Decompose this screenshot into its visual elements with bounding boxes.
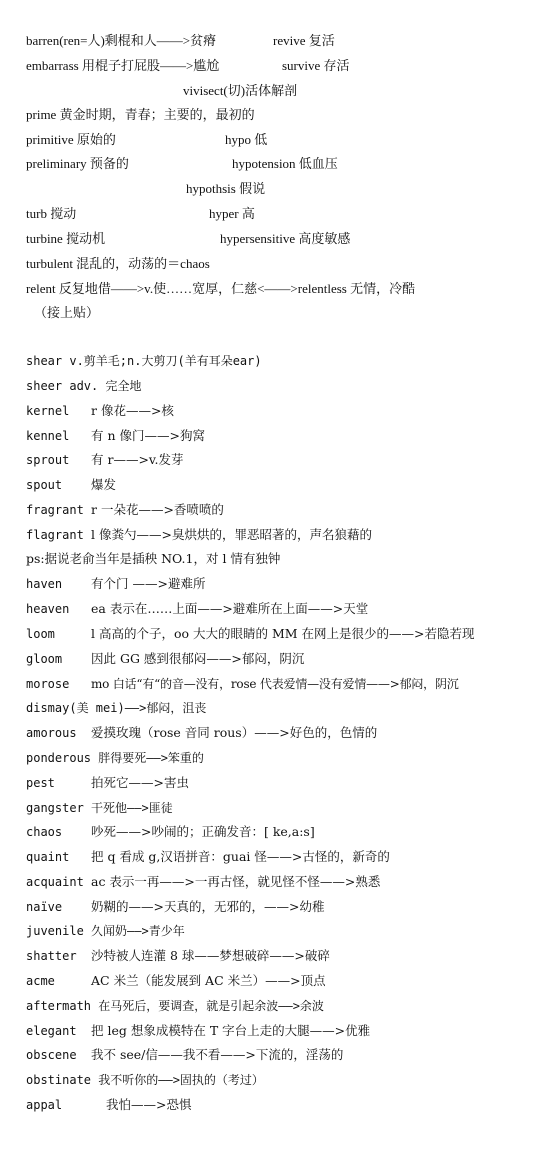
entry-definition: l 高高的个子，oo 大大的眼睛的 MM 在网上是很少的——>若隐若现 (91, 626, 475, 641)
vocab-entry-spout (26, 476, 116, 494)
entry-word: loom (26, 627, 55, 641)
vocab-entry-gangster (26, 799, 173, 817)
entry-text: aftermath 在马死后，要调查，就是引起余波——>余波 (26, 999, 324, 1013)
entry-word: appal (26, 1098, 63, 1112)
entry-word: kernel (26, 404, 70, 418)
entry-word: gloom (26, 652, 63, 666)
vocab-entry-obscene (26, 1046, 343, 1064)
entry-definition: r 像花——>核 (91, 403, 174, 418)
vocab-entry-aftermath (26, 997, 324, 1015)
vocab-entry-obstinate (26, 1071, 264, 1089)
vocab-entry-quaint (26, 848, 390, 866)
vocab-entry-loom (26, 625, 475, 643)
note-line-continued: （接上贴） (34, 305, 100, 320)
vocab-entry-amorous (26, 724, 377, 742)
vocab-entry-gloom (26, 650, 304, 668)
entry-word: morose (26, 677, 70, 691)
note-line-vivisect: vivisect(切)活体解剖 (183, 83, 298, 98)
vocab-entry-morose (26, 675, 459, 693)
note-line-embarrass: embarrass 用棍子打屁股——>尴尬 (26, 58, 220, 73)
entry-word: pest (26, 776, 55, 790)
vocab-entry-heaven (26, 600, 368, 618)
vocab-entry-chaos (26, 823, 315, 841)
note-line-relent: relent 反复地借——>v.使……宽厚，仁慈<——>relentless 无情，冷酷 (26, 281, 416, 296)
entry-definition: r 一朵花——>香喷喷的 (91, 502, 224, 517)
entry-definition: 爆发 (91, 477, 117, 492)
entry-text: ponderous 胖得要死——>笨重的 (26, 751, 204, 765)
entry-text: sheer adv. 完全地 (26, 379, 142, 393)
note-line-hypotension: hypotension 低血压 (232, 156, 338, 171)
entry-text: dismay(美 mei)——>郁闷，沮丧 (26, 701, 207, 715)
vocab-entry-dismay (26, 699, 206, 717)
vocab-entry-sprout (26, 451, 183, 469)
entry-word: haven (26, 577, 63, 591)
entry-definition: 拍死它——>害虫 (91, 775, 189, 790)
entry-definition: 吵死——>吵闹的；正确发音：[ ke,a:s] (91, 824, 315, 839)
vocab-entry-sheer (26, 377, 141, 395)
entry-word: quaint (26, 850, 70, 864)
vocab-entry-naive (26, 898, 324, 916)
entry-definition: 沙特被人连灌 8 球——梦想破碎——>破碎 (91, 948, 330, 963)
vocab-entry-flagrant (26, 526, 372, 544)
entry-text: gangster 干死他——>匪徒 (26, 801, 173, 815)
entry-text: obstinate 我不听你的——>固执的（考过） (26, 1073, 264, 1087)
note-line-hypersensitive: hypersensitive 高度敏感 (220, 231, 351, 246)
entry-word: naïve (26, 900, 63, 914)
vocab-entry-kennel (26, 427, 205, 445)
entry-definition: 因此 GG 感到很郁闷——>郁闷，阴沉 (91, 651, 305, 666)
entry-word: elegant (26, 1024, 77, 1038)
entry-definition: 把 q 看成 g,汉语拼音：guai 怪——>古怪的，新奇的 (91, 849, 390, 864)
entry-text: shear v.剪羊毛;n.大剪刀(羊有耳朵ear) (26, 354, 262, 368)
entry-definition: 我怕——>恐惧 (106, 1097, 192, 1112)
vocab-entry-elegant (26, 1022, 370, 1040)
vocab-entry-shatter (26, 947, 330, 965)
entry-word: shatter (26, 949, 77, 963)
entry-text: juvenile 久闻奶——>青少年 (26, 924, 185, 938)
entry-definition: 我不 see/信——我不看——>下流的，淫荡的 (91, 1047, 344, 1062)
vocab-entry-appal (26, 1096, 191, 1114)
entry-definition: 有 n 像门——>狗窝 (91, 428, 205, 443)
vocab-note-ps (26, 550, 280, 567)
vocab-entry-acquaint (26, 873, 380, 891)
note-line-turbine: turbine 搅动机 (26, 231, 106, 246)
vocab-entry-pest (26, 774, 189, 792)
vocab-entry-ponderous (26, 749, 204, 767)
entry-definition: 有 r——>v.发芽 (91, 452, 184, 467)
entry-word: amorous (26, 726, 77, 740)
entry-word: kennel (26, 429, 70, 443)
vocab-entry-acme (26, 972, 326, 990)
note-line-prime: prime 黄金时期，青春；主要的，最初的 (26, 107, 255, 122)
entry-word: acquaint (26, 875, 84, 889)
entry-word: spout (26, 478, 63, 492)
vocab-entry-fragrant (26, 501, 224, 519)
note-line-hyper: hyper 高 (209, 206, 255, 221)
note-line-primitive: primitive 原始的 (26, 132, 116, 147)
entry-text: ps:据说老俞当年是插秧 NO.1，对 l 情有独钟 (26, 551, 281, 566)
entry-word: acme (26, 974, 55, 988)
entry-word: flagrant (26, 528, 84, 542)
entry-definition: 把 leg 想象成模特在 T 字台上走的大腿——>优雅 (91, 1023, 371, 1038)
entry-definition: AC 米兰（能发展到 AC 米兰）——>顶点 (91, 973, 326, 988)
note-line-revive: revive 复活 (273, 33, 335, 48)
entry-definition: mo 白话“有“的音—没有，rose 代表爱情—没有爱情——>郁闷，阴沉 (91, 677, 459, 691)
note-line-turbulent: turbulent 混乱的，动荡的＝chaos (26, 256, 210, 271)
vocab-entry-juvenile (26, 922, 185, 940)
vocab-entry-shear (26, 352, 262, 370)
note-line-barren: barren(ren=人)剩棍和人——>贫瘠 (26, 33, 217, 48)
entry-word: obscene (26, 1048, 77, 1062)
note-line-survive: survive 存活 (282, 58, 350, 73)
entry-definition: ea 表示在……上面——>避难所在上面——>天堂 (91, 601, 369, 616)
entry-definition: l 像粪勺——>臭烘烘的，罪恶昭著的，声名狼藉的 (91, 527, 372, 542)
note-line-turb: turb 搅动 (26, 206, 77, 221)
entry-word: sprout (26, 453, 70, 467)
vocab-entry-haven (26, 575, 205, 593)
note-line-hypothsis: hypothsis 假说 (186, 181, 266, 196)
note-line-hypo: hypo 低 (225, 132, 268, 147)
vocab-entry-kernel (26, 402, 174, 420)
entry-definition: 有个门 ——>避难所 (91, 576, 206, 591)
entry-definition: 奶糊的——>天真的，无邪的，——>幼稚 (91, 899, 325, 914)
entry-definition: ac 表示一再——>一再古怪，就见怪不怪——>熟悉 (91, 874, 381, 889)
entry-word: heaven (26, 602, 70, 616)
entry-word: fragrant (26, 503, 84, 517)
entry-definition: 爱摸玫瑰（rose 音同 rous）——>好色的，色情的 (91, 725, 378, 740)
entry-word: chaos (26, 825, 63, 839)
note-line-preliminary: preliminary 预备的 (26, 156, 129, 171)
